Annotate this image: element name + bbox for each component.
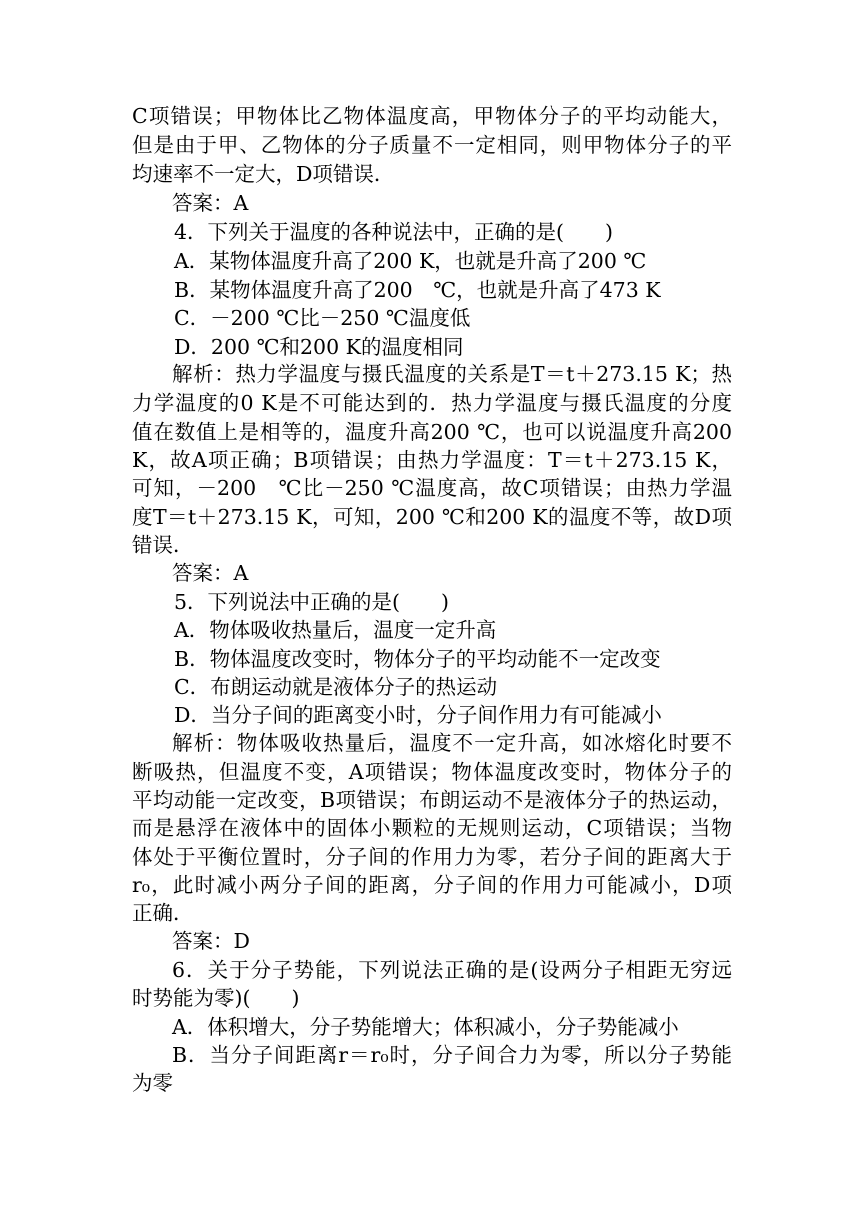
text-line: 时势能为零)( ) [132,986,300,1010]
text-line: 而是悬浮在液体中的固体小颗粒的无规则运动，C项错误；当物 [132,816,732,840]
option-b: B．当分子间距离r＝r₀时，分子间合力为零，所以分子势能 [172,1043,732,1067]
option-a: A．某物体温度升高了200 K，也就是升高了200 ℃ [174,249,647,273]
option-a: A．物体吸收热量后，温度一定升高 [174,618,497,642]
option-a: A．体积增大，分子势能增大；体积减小，分子势能减小 [172,1015,679,1039]
text-line: 但是由于甲、乙物体的分子质量不一定相同，则甲物体分子的平 [132,133,732,157]
text-line: 体处于平衡位置时，分子间的作用力为零，若分子间的距离大于 [132,845,732,869]
answer-line: 答案：A [172,561,249,585]
text-line: 值在数值上是相等的，温度升高200 ℃，也可以说温度升高200 [132,420,732,444]
text-line: 断吸热，但温度不变，A项错误；物体温度改变时，物体分子的 [132,760,732,784]
question-stem: 4．下列关于温度的各种说法中，正确的是( ) [174,220,614,244]
analysis-line: 解析：热力学温度与摄氏温度的关系是T＝t＋273.15 K；热 [172,362,732,386]
text-line: 错误． [132,533,194,557]
text-line: C项错误；甲物体比乙物体温度高，甲物体分子的平均动能大， [132,104,732,128]
text-line: 可知，－200 ℃比－250 ℃温度高，故C项错误；由热力学温 [132,476,732,500]
text-line: 均速率不一定大，D项错误． [132,162,395,186]
option-c: C．布朗运动就是液体分子的热运动 [174,675,498,699]
question-stem: 5．下列说法中正确的是( ) [174,590,450,614]
option-d: D．200 ℃和200 K的温度相同 [174,335,464,359]
option-b: B．某物体温度升高了200 ℃，也就是升高了473 K [174,278,661,302]
answer-line: 答案：A [172,191,249,215]
option-b: B．物体温度改变时，物体分子的平均动能不一定改变 [174,647,661,671]
text-line: 为零 [132,1071,173,1095]
text-line: 平均动能一定改变，B项错误；布朗运动不是液体分子的热运动， [132,788,732,812]
option-c: C．－200 ℃比－250 ℃温度低 [174,306,471,330]
option-d: D．当分子间的距离变小时，分子间作用力有可能减小 [174,703,662,727]
text-line: r₀，此时减小两分子间的距离，分子间的作用力可能减小，D项 [132,873,732,897]
question-stem: 6．关于分子势能，下列说法正确的是(设两分子相距无穷远 [172,958,732,982]
text-line: K，故A项正确；B项错误；由热力学温度：T＝t＋273.15 K， [132,448,732,472]
text-line: 度T＝t＋273.15 K，可知，200 ℃和200 K的温度不等，故D项 [132,505,732,529]
answer-line: 答案：D [172,929,250,953]
text-line: 力学温度的0 K是不可能达到的．热力学温度与摄氏温度的分度 [132,391,732,415]
text-line: 正确． [132,901,194,925]
analysis-line: 解析：物体吸收热量后，温度不一定升高，如冰熔化时要不 [172,731,732,755]
